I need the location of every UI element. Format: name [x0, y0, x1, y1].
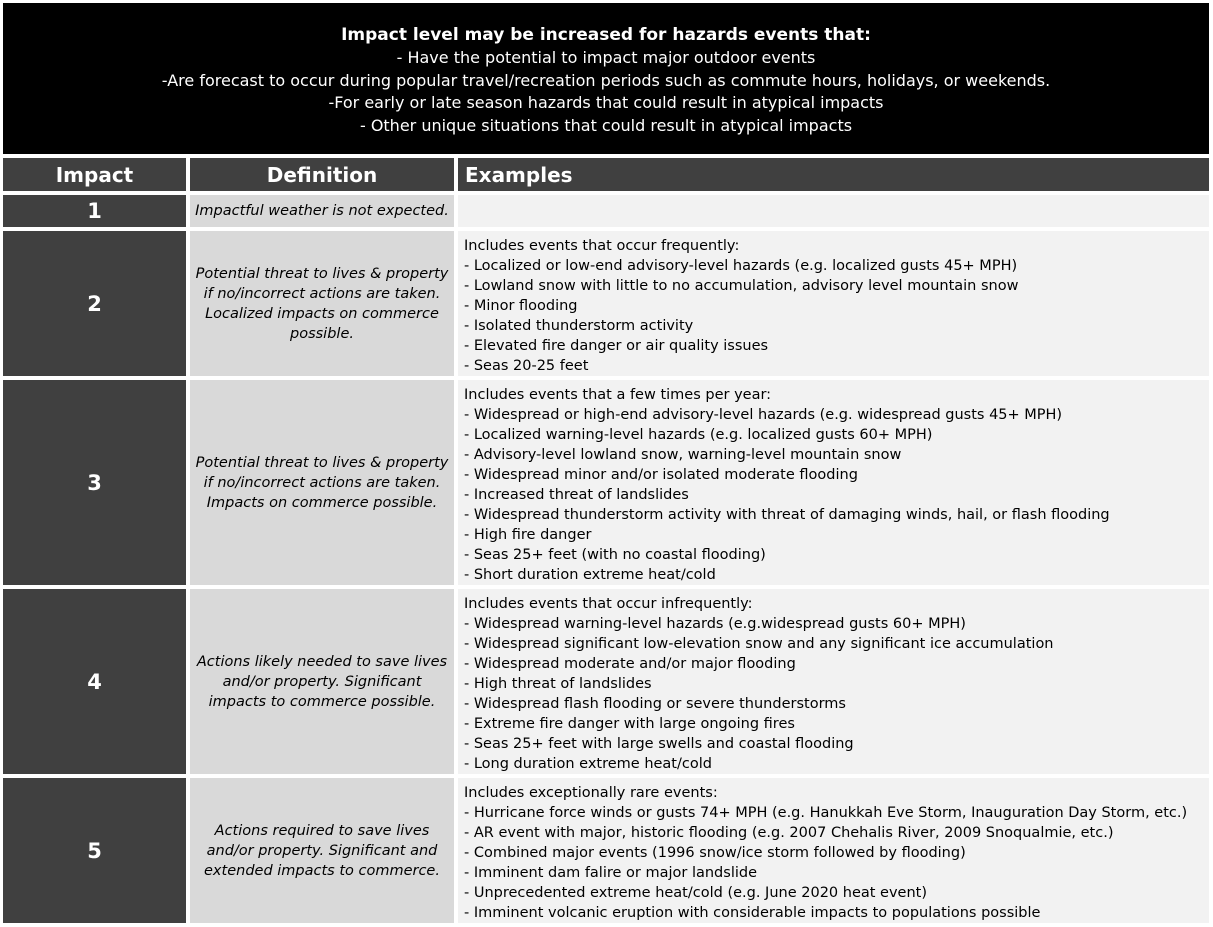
impact-level-1: 1: [3, 195, 186, 227]
example-line: - Isolated thunderstorm activity: [464, 318, 694, 334]
example-line: - Extreme fire danger with large ongoing fires: [464, 716, 795, 732]
example-line: - High fire danger: [464, 527, 592, 543]
example-line: - Hurricane force winds or gusts 74+ MPH (e.g. Hanukkah Eve Storm, Inauguration Day Storm, etc.): [464, 805, 1188, 821]
examples-1: [458, 195, 1209, 227]
banner-line: - Have the potential to impact major outdoor events: [396, 48, 816, 67]
banner-heading: Impact level may be increased for hazards events that:: [341, 25, 871, 45]
example-line: - Advisory-level lowland snow, warning-level mountain snow: [464, 447, 902, 463]
impact-level-2: 2: [3, 231, 186, 376]
impact-level-4: 4: [3, 589, 186, 774]
banner: [3, 3, 1209, 154]
impact-level-3: 3: [3, 380, 186, 585]
definition-5: Actions required to save lives and/or property. Significant and extended impacts to commerce.: [190, 778, 454, 923]
example-line: - Imminent dam falire or major landslide: [464, 865, 758, 881]
example-line: - Localized warning-level hazards (e.g. localized gusts 60+ MPH): [464, 427, 933, 443]
example-line: - Unprecedented extreme heat/cold (e.g. June 2020 heat event): [464, 885, 927, 901]
banner-line: -Are forecast to occur during popular travel/recreation periods such as commute hours, holidays, or weekends.: [161, 70, 1051, 90]
examples-5: [458, 778, 1209, 923]
definition-4: Actions likely needed to save lives and/or property. Significant impacts to commerce possible.: [190, 589, 454, 774]
impact-level-5: 5: [3, 778, 186, 923]
example-line: - AR event with major, historic flooding (e.g. 2007 Chehalis River, 2009 Snoqualmie, etc.): [464, 825, 1114, 841]
header-definition: Definition: [190, 158, 454, 191]
banner-line: -For early or late season hazards that could result in atypical impacts: [328, 93, 884, 112]
example-line: - Widespread or high-end advisory-level hazards (e.g. widespread gusts 45+ MPH): [464, 407, 1063, 423]
example-line: - Minor flooding: [464, 298, 578, 314]
example-line: - Seas 25+ feet with large swells and coastal flooding: [464, 736, 854, 752]
example-line: Includes events that a few times per year:: [464, 387, 772, 403]
definition-3: Potential threat to lives & property if no/incorrect actions are taken. Impacts on commerce possible.: [190, 380, 454, 585]
definition-2: Potential threat to lives & property if no/incorrect actions are taken. Localized impacts on commerce possible.: [190, 231, 454, 376]
banner-line: - Other unique situations that could result in atypical impacts: [359, 115, 853, 135]
example-line: Includes events that occur infrequently:: [464, 596, 753, 612]
header-examples: Examples: [458, 158, 1209, 191]
example-line: - Long duration extreme heat/cold: [464, 756, 712, 772]
example-line: - Seas 20-25 feet: [464, 358, 589, 374]
header-impact: Impact: [3, 158, 186, 191]
example-line: - High threat of landslides: [464, 676, 652, 692]
examples-2: [458, 231, 1209, 376]
examples-3: [458, 380, 1209, 585]
example-line: - Imminent volcanic eruption with considerable impacts to populations possible: [464, 905, 1041, 921]
example-line: - Widespread minor and/or isolated moderate flooding: [464, 467, 858, 483]
example-line: - Widespread moderate and/or major flooding: [464, 656, 796, 672]
example-line: - Localized or low-end advisory-level hazards (e.g. localized gusts 45+ MPH): [464, 258, 1018, 274]
example-line: Includes events that occur frequently:: [464, 238, 740, 254]
example-line: - Lowland snow with little to no accumulation, advisory level mountain snow: [464, 278, 1019, 294]
example-line: Includes exceptionally rare events:: [464, 785, 718, 801]
example-line: - Seas 25+ feet (with no coastal flooding): [464, 547, 766, 563]
example-line: - Widespread significant low-elevation snow and any significant ice accumulation: [464, 636, 1054, 652]
example-line: - Elevated fire danger or air quality issues: [464, 338, 769, 354]
example-line: - Widespread flash flooding or severe thunderstorms: [464, 696, 846, 712]
examples-4: [458, 589, 1209, 774]
example-line: - Widespread warning-level hazards (e.g.widespread gusts 60+ MPH): [464, 616, 966, 632]
example-line: - Short duration extreme heat/cold: [464, 567, 716, 583]
example-line: - Increased threat of landslides: [464, 487, 689, 503]
example-line: - Combined major events (1996 snow/ice storm followed by flooding): [464, 845, 966, 861]
definition-1: Impactful weather is not expected.: [190, 195, 454, 227]
example-line: - Widespread thunderstorm activity with threat of damaging winds, hail, or flash flooding: [464, 507, 1110, 523]
